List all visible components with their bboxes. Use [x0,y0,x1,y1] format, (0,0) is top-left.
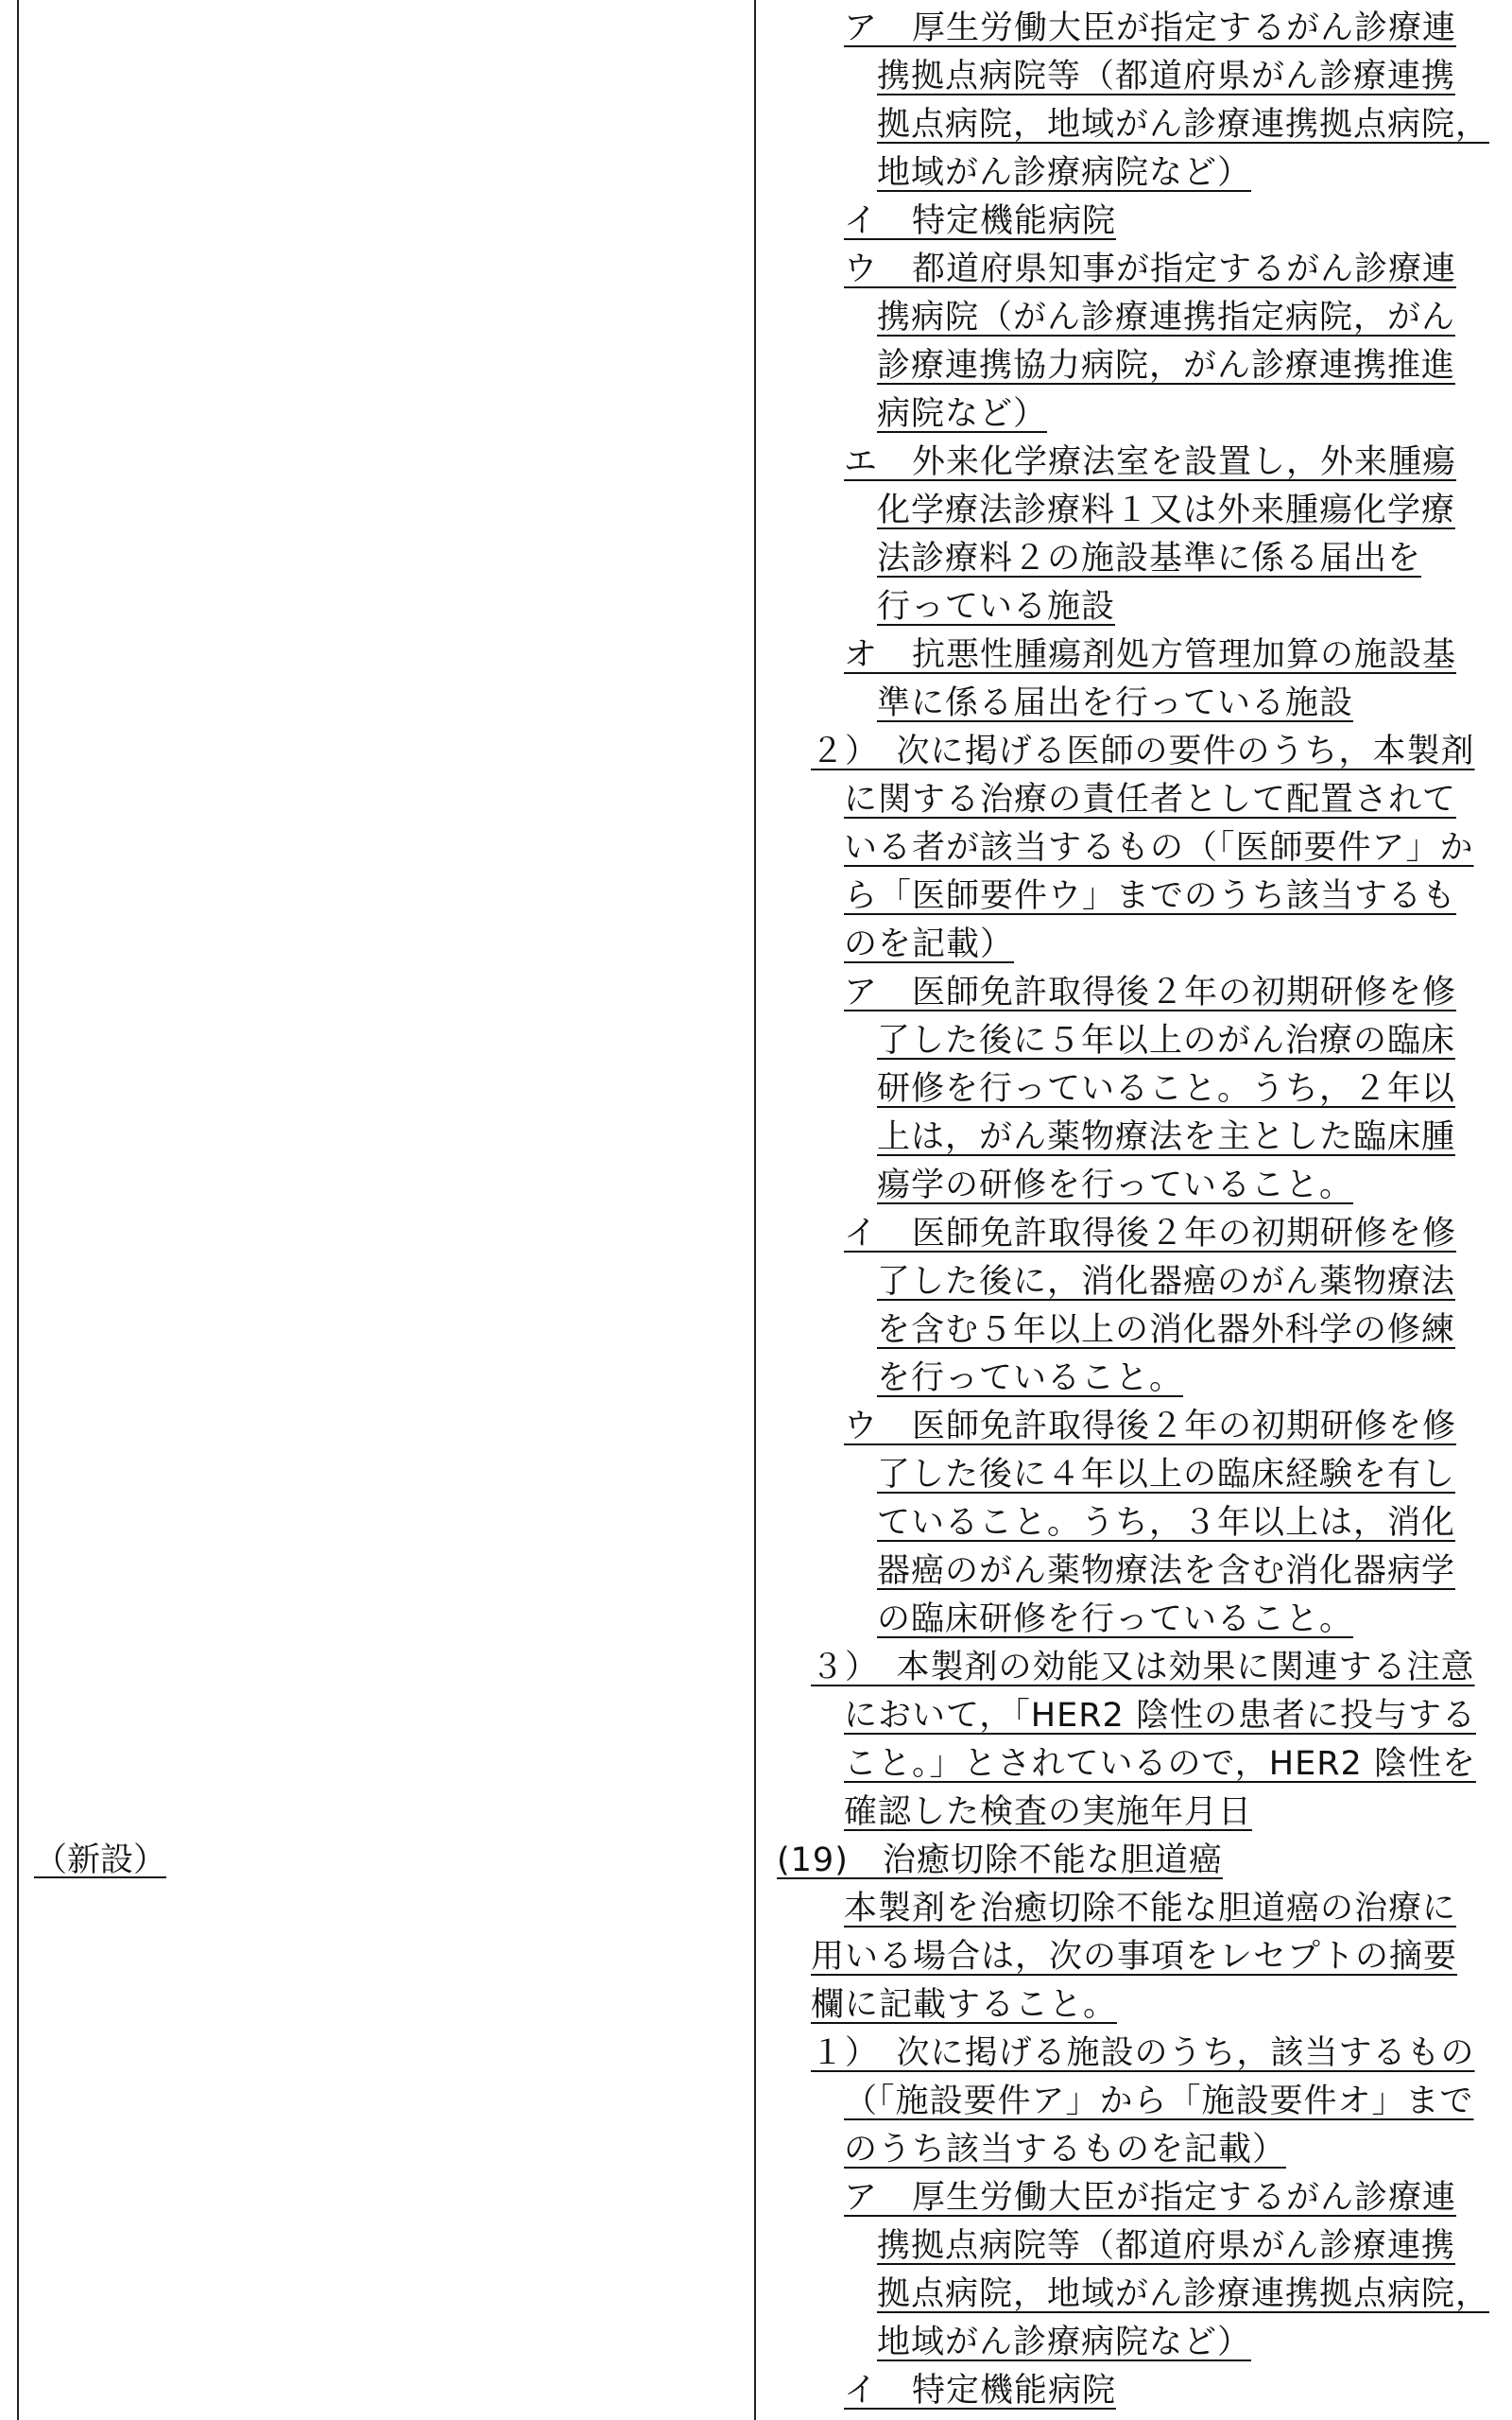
text-line: (19) 治癒切除不能な胆道癌 [777,1841,1223,1879]
text-line: 確認した検査の実施年月日 [844,1793,1253,1831]
text-line: 器癌のがん薬物療法を含む消化器病学 [877,1552,1456,1590]
text-line: 診療連携協力病院，がん診療連携推進 [877,347,1456,385]
text-line: オ 抗悪性腫瘍剤処方管理加算の施設基 [844,636,1457,674]
text-line: 地域がん診療病院など） [877,154,1252,192]
text-line: 病院など） [877,395,1048,433]
text-line: 地域がん診療病院など） [877,2324,1252,2361]
text-line: の臨床研修を行っていること。 [877,1600,1354,1638]
text-line: ていること。うち，３年以上は，消化 [877,1504,1456,1542]
text-line: 欄に記載すること。 [811,1986,1118,2024]
text-line: 携拠点病院等（都道府県がん診療連携 [877,2227,1456,2265]
text-line: イ 特定機能病院 [844,2372,1117,2410]
text-line: のを記載） [844,925,1015,963]
text-line: ら「医師要件ウ」までのうち該当するも [844,877,1457,915]
text-line: ア 医師免許取得後２年の初期研修を修 [844,974,1457,1011]
new-establishment-label: （新設） [34,1841,167,1879]
text-line: エ 外来化学療法室を設置し，外来腫瘍 [844,443,1457,481]
text-line: ２） 次に掲げる医師の要件のうち，本製剤 [811,733,1475,770]
text-line: 瘍学の研修を行っていること。 [877,1167,1354,1204]
text-line: に関する治療の責任者として配置されて [844,781,1457,819]
text-line: 研修を行っていること。うち，２年以 [877,1070,1456,1108]
text-line: こと。」とされているので，HER2 陰性を [844,1745,1476,1783]
text-line: を行っていること。 [877,1359,1184,1397]
text-line: 化学療法診療料１又は外来腫瘍化学療 [877,492,1456,529]
text-line: 行っている施設 [877,588,1116,626]
text-line: 了した後に５年以上のがん治療の臨床 [877,1022,1456,1060]
text-line: 携拠点病院等（都道府県がん診療連携 [877,58,1456,95]
text-line: いる者が該当するもの（「医師要件ア」か [844,829,1474,867]
text-line: 携病院（がん診療連携指定病院，がん [877,299,1456,337]
text-line: 準に係る届出を行っている施設 [877,684,1354,722]
text-line: 用いる場合は，次の事項をレセプトの摘要 [811,1938,1458,1976]
text-line: において，「HER2 陰性の患者に投与する [844,1697,1476,1735]
text-line: を含む５年以上の消化器外科学の修練 [877,1311,1456,1349]
text-line: 拠点病院，地域がん診療連携拠点病院， [877,2275,1490,2313]
text-line: 上は，がん薬物療法を主とした臨床腫 [877,1118,1456,1156]
text-line: ア 厚生労働大臣が指定するがん診療連 [844,9,1457,47]
old-text-column [19,0,756,2420]
text-line: イ 医師免許取得後２年の初期研修を修 [844,1215,1457,1253]
new-text-column [756,0,1512,2420]
text-line: ウ 医師免許取得後２年の初期研修を修 [844,1408,1457,1445]
text-line: （「施設要件ア」から「施設要件オ」まで [844,2083,1474,2120]
text-line: 法診療料２の施設基準に係る届出を [877,540,1422,578]
text-line: のうち該当するものを記載） [844,2131,1287,2169]
text-line: １） 次に掲げる施設のうち，該当するもの [811,2034,1475,2072]
text-line: 了した後に，消化器癌のがん薬物療法 [877,1263,1456,1301]
text-line: ウ 都道府県知事が指定するがん診療連 [844,251,1457,288]
text-line: 本製剤を治癒切除不能な胆道癌の治療に [844,1890,1457,1927]
text-line: イ 特定機能病院 [844,202,1117,240]
text-line: ア 厚生労働大臣が指定するがん診療連 [844,2179,1457,2217]
text-line: ３） 本製剤の効能又は効果に関連する注意 [811,1649,1475,1686]
text-line: 拠点病院，地域がん診療連携拠点病院， [877,106,1490,144]
text-line: 了した後に４年以上の臨床経験を有し [877,1456,1456,1494]
